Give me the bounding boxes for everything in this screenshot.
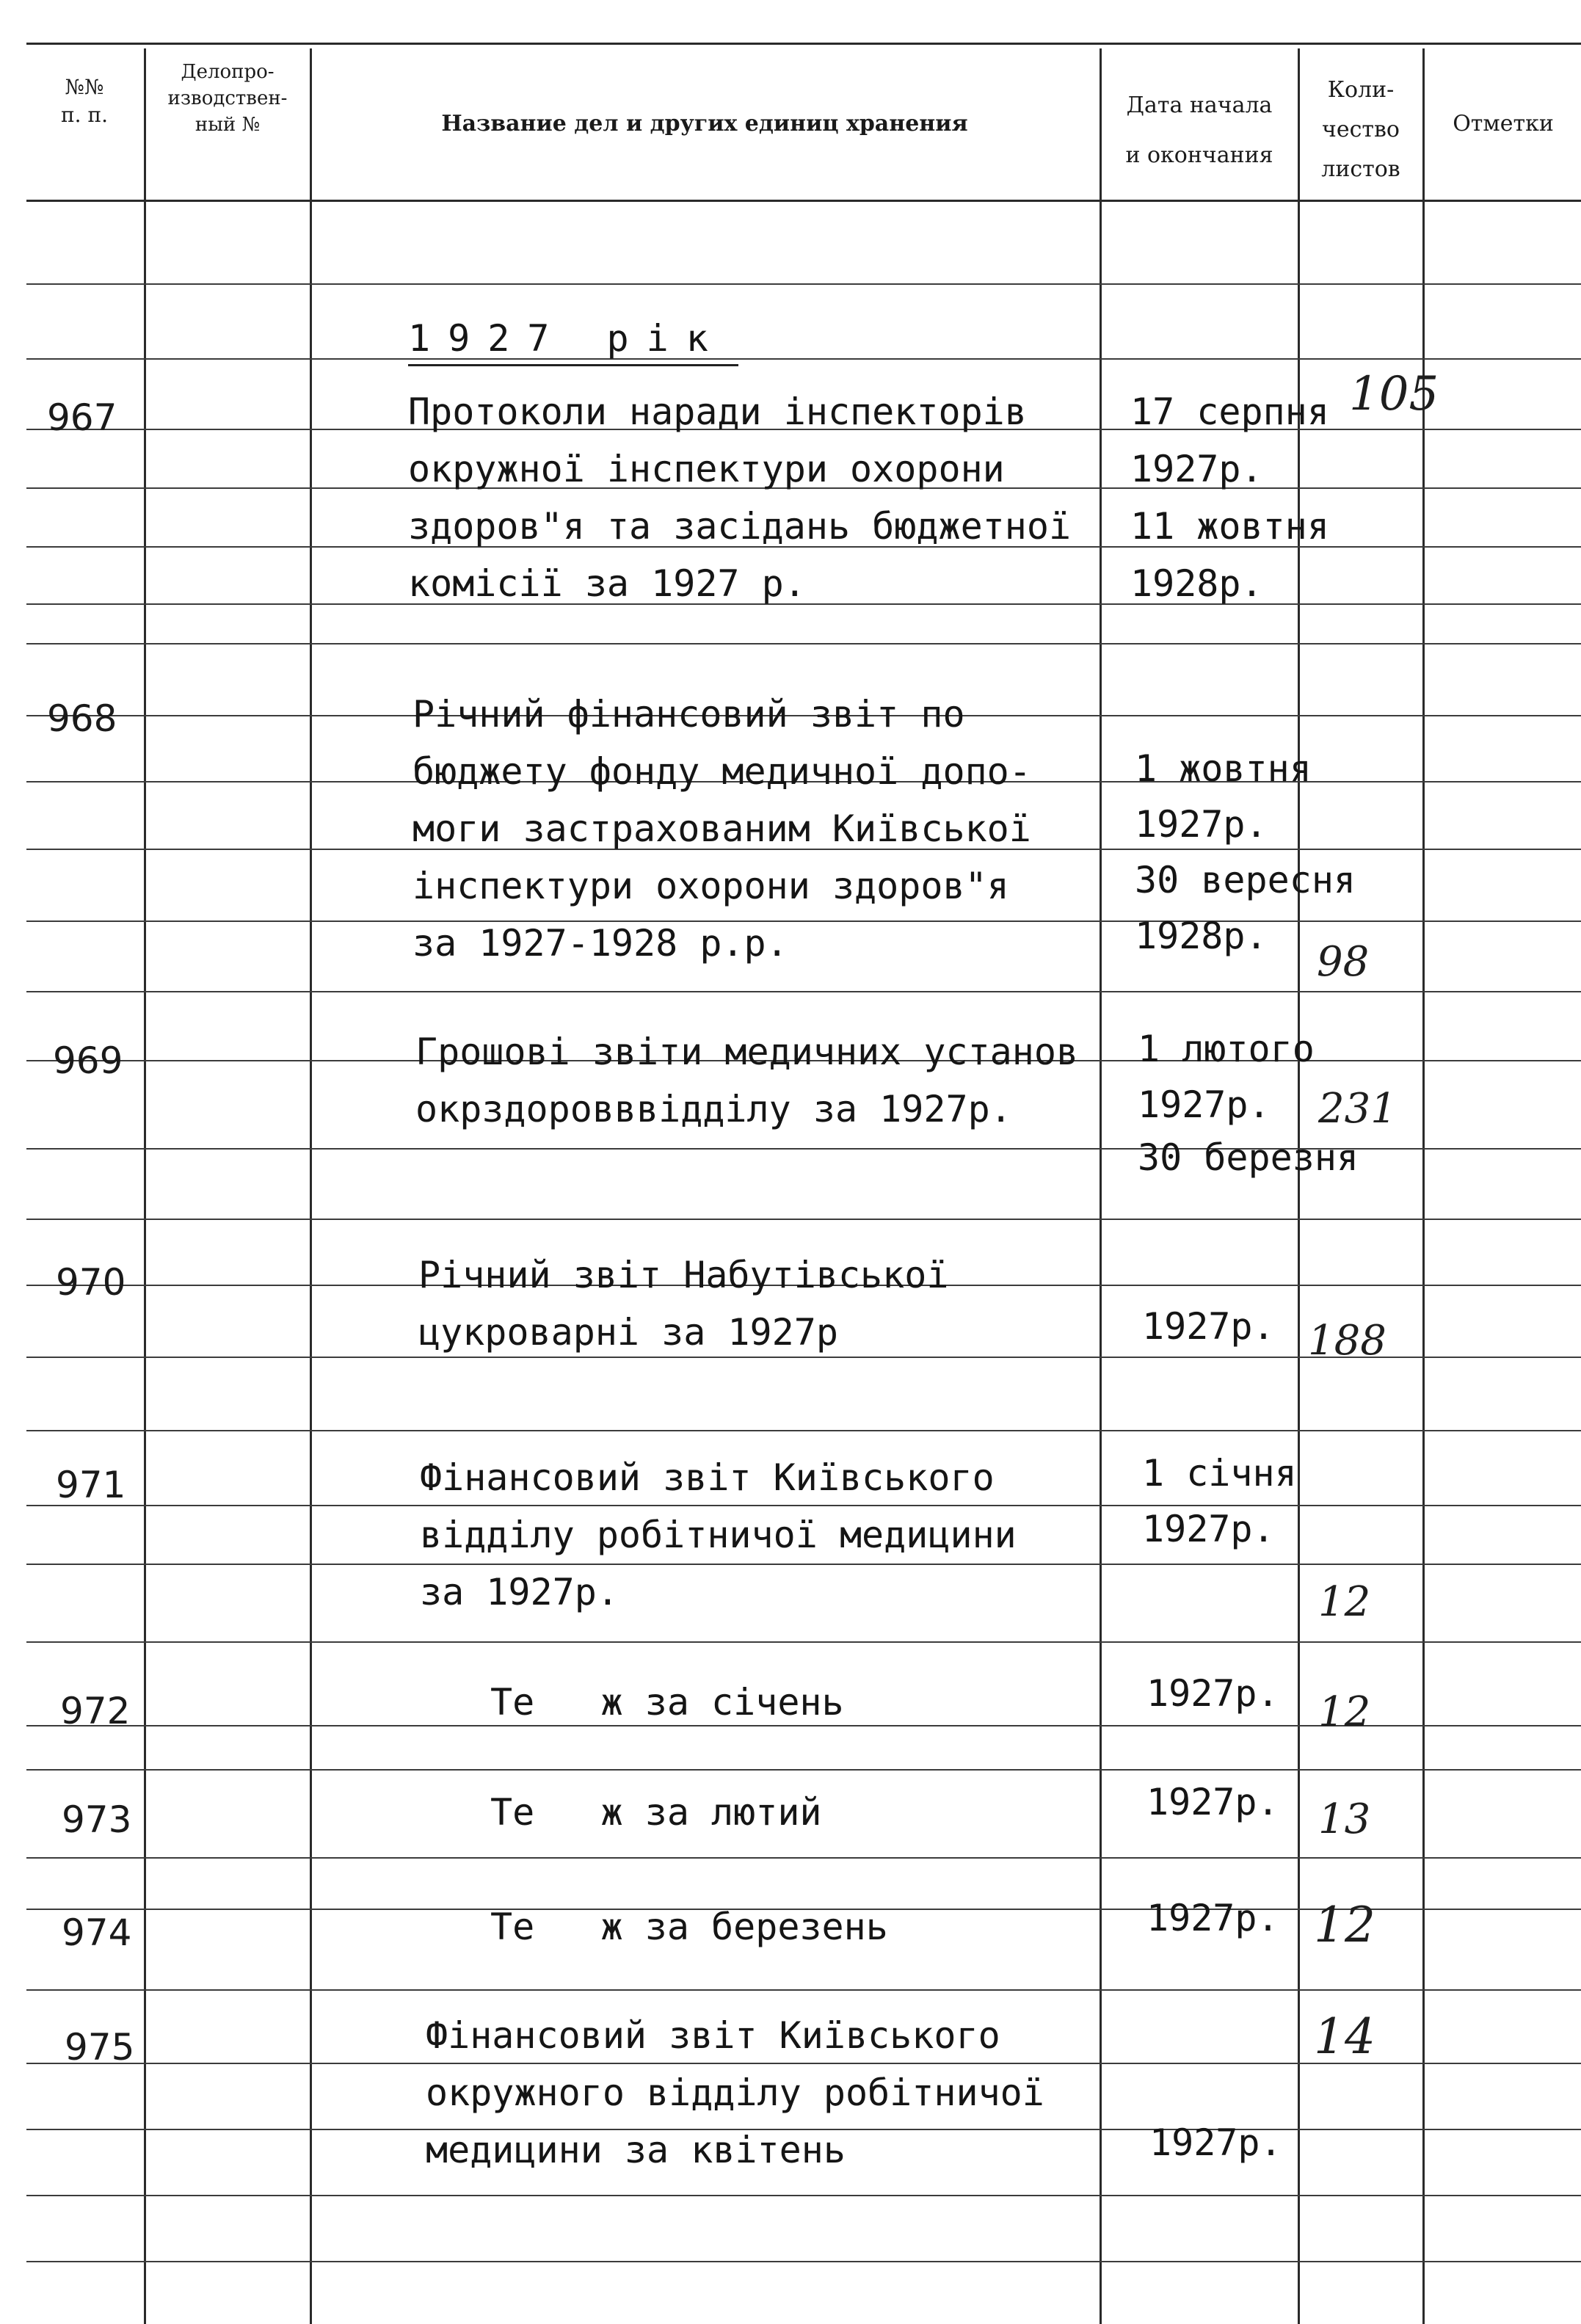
header-number-line: №№ <box>65 75 104 99</box>
record-title-line: Річний фінансовий звіт по <box>412 693 965 736</box>
record-number: 967 <box>47 396 117 439</box>
record-sheet-count: 105 <box>1349 367 1439 421</box>
record-sheet-count: 231 <box>1318 1085 1397 1133</box>
record-title-line: Те ж за січень <box>490 1681 844 1724</box>
record-date-line: 11 жовтня <box>1130 505 1329 548</box>
record-date-line: 30 березня <box>1138 1136 1359 1179</box>
record-date-line: 1927р. <box>1130 448 1263 490</box>
record-number: 973 <box>62 1798 132 1841</box>
row-rule <box>26 2195 1581 2196</box>
record-title-line: Те ж за лютий <box>490 1791 822 1834</box>
record-date-line: 1928р. <box>1135 915 1268 957</box>
header-title-column <box>316 110 1094 138</box>
row-rule <box>26 1989 1581 1991</box>
record-title-line: інспектури охорони здоров"я <box>412 865 1009 907</box>
record-title-line: окружної інспектури охорони <box>408 448 1005 490</box>
record-sheet-count: 12 <box>1318 1688 1371 1736</box>
record-sheet-count: 13 <box>1318 1795 1371 1843</box>
record-title-line: окружного відділу робітничої <box>426 2071 1044 2114</box>
record-number: 972 <box>60 1690 131 1732</box>
record-date-line: 1927р. <box>1135 803 1268 846</box>
record-date-line: 1928р. <box>1130 562 1263 605</box>
record-title-line: відділу робітничої медицини <box>420 1514 1017 1556</box>
record-date-line: 30 вересня <box>1135 859 1356 901</box>
row-rule <box>26 1769 1581 1771</box>
record-number: 969 <box>53 1039 123 1082</box>
row-rule <box>26 283 1581 285</box>
header-sheets-column <box>1301 70 1421 189</box>
record-number: 968 <box>47 697 117 740</box>
header-notes-text: Отметки <box>1453 111 1554 137</box>
record-sheet-count: 12 <box>1314 1897 1375 1953</box>
record-date-line: 1 січня <box>1142 1452 1297 1495</box>
row-rule <box>26 2261 1581 2262</box>
record-date-line: 1 жовтня <box>1135 747 1312 790</box>
row-rule <box>26 1564 1581 1565</box>
record-date-line: 1927р. <box>1138 1083 1271 1126</box>
record-title-line: Фінансовий звіт Київського <box>426 2014 1000 2057</box>
row-rule <box>26 1219 1581 1220</box>
record-date-line: 1927р. <box>1149 2121 1282 2164</box>
record-date-line: 1927р. <box>1146 1672 1279 1715</box>
record-date-line: 1 лютого <box>1138 1028 1315 1070</box>
header-office-line: ный № <box>195 114 261 136</box>
column-divider <box>144 48 146 2324</box>
record-title-line: медицини за квітень <box>426 2129 846 2171</box>
row-rule <box>26 991 1581 992</box>
section-year-underline <box>408 364 738 366</box>
header-dates-line: Дата начала <box>1126 92 1273 118</box>
header-sheets-line: листов <box>1321 156 1400 182</box>
record-title-line: моги застрахованим Київської <box>412 807 1031 850</box>
record-sheet-count: 12 <box>1318 1578 1371 1626</box>
record-title-line: Грошові звіти медичних установ <box>415 1031 1079 1073</box>
record-number: 974 <box>62 1911 132 1954</box>
record-date-line: 1927р. <box>1142 1508 1275 1550</box>
header-office-line: Делопро- <box>181 61 275 83</box>
record-title-line: здоров"я та засідань бюджетної <box>408 505 1072 548</box>
section-year-title: 1927 рік <box>408 317 726 360</box>
header-top-line <box>26 43 1581 45</box>
header-office-column <box>147 59 308 138</box>
header-dates-column <box>1102 81 1296 181</box>
record-title-line: Фінансовий звіт Київського <box>420 1456 995 1499</box>
row-rule <box>26 1505 1581 1506</box>
record-title-line: окрздоровввідділу за 1927р. <box>415 1088 1012 1130</box>
header-bottom-line <box>26 200 1581 202</box>
row-rule <box>26 1857 1581 1859</box>
row-rule <box>26 643 1581 644</box>
record-title-line: за 1927р. <box>420 1571 619 1613</box>
header-notes-column <box>1425 110 1581 138</box>
header-number-column <box>29 73 139 129</box>
record-title-line: комісії за 1927 р. <box>408 562 806 605</box>
row-rule <box>26 1430 1581 1431</box>
column-divider <box>1100 48 1102 2324</box>
row-rule <box>26 1641 1581 1643</box>
header-number-line: п. п. <box>60 103 109 127</box>
header-sheets-line: Коли- <box>1327 77 1395 103</box>
header-dates-line: и окончания <box>1125 142 1273 168</box>
record-number: 975 <box>65 2026 135 2069</box>
record-title-line: Річний звіт Набутівської <box>418 1254 949 1296</box>
record-date-line: 1927р. <box>1146 1897 1279 1939</box>
column-divider <box>310 48 312 2324</box>
record-title-line: Те ж за березень <box>490 1906 888 1948</box>
record-title-line: Протоколи наради інспекторів <box>408 391 1027 433</box>
row-rule <box>26 358 1581 360</box>
record-title-line: за 1927-1928 р.р. <box>412 922 788 965</box>
header-title-text: Название дел и других единиц хранения <box>441 111 968 137</box>
record-sheet-count: 98 <box>1317 938 1370 986</box>
record-title-line: бюджету фонду медичної допо- <box>412 750 1031 793</box>
header-office-line: изводствен- <box>167 87 288 109</box>
record-sheet-count: 14 <box>1314 2008 1375 2065</box>
record-date-line: 17 серпня <box>1130 391 1329 433</box>
column-divider <box>1298 48 1300 2324</box>
record-date-line: 1927р. <box>1142 1305 1275 1348</box>
row-rule <box>26 920 1581 922</box>
record-title-line: цукроварні за 1927р <box>418 1311 838 1354</box>
record-sheet-count: 188 <box>1308 1317 1386 1365</box>
record-date-line: 1927р. <box>1146 1781 1279 1823</box>
header-sheets-line: чество <box>1322 117 1400 142</box>
record-number: 970 <box>56 1261 126 1304</box>
record-number: 971 <box>56 1464 126 1506</box>
